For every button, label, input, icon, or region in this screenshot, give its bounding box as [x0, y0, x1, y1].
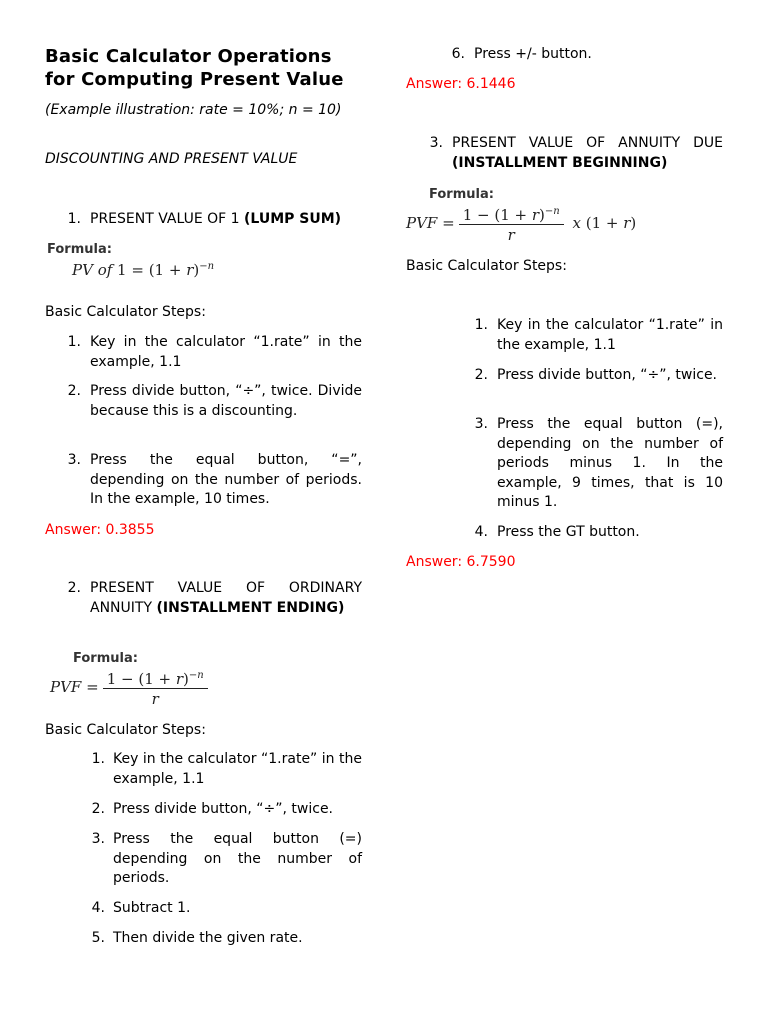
- steps-3-label: Basic Calculator Steps:: [406, 258, 567, 274]
- steps-2-item-6: [406, 45, 723, 65]
- step-number: 1.: [474, 317, 488, 333]
- answer-1: Answer: 0.3855: [45, 522, 155, 538]
- step-text: Press the GT button.: [497, 524, 640, 540]
- example-note: (Example illustration: rate = 10%; n = 10): [45, 102, 342, 118]
- steps-2-label: Basic Calculator Steps:: [45, 722, 206, 738]
- steps-2-item-2: [45, 800, 362, 820]
- steps-1-item-1: [45, 333, 362, 373]
- steps-3-item-3: [406, 415, 723, 515]
- step-number: 4.: [91, 900, 105, 916]
- section-3-title-bold: (INSTALLMENT BEGINNING): [452, 154, 668, 171]
- section-3-heading: [406, 134, 723, 174]
- answer-2: Answer: 6.1446: [406, 76, 516, 92]
- step-number: 5.: [91, 930, 105, 946]
- formula-2-label: Formula:: [73, 651, 138, 666]
- formula-3-expression: PVF = $\frac{1 - (1 + r)^{-n}}{r}$ x (1 + r): [406, 203, 636, 245]
- section-1-heading: [45, 210, 362, 230]
- steps-3-item-2: [406, 366, 723, 406]
- section-2-title-bold: (INSTALLMENT ENDING): [156, 599, 345, 616]
- steps-3-item-1: [406, 316, 723, 356]
- document-title: Basic Calculator Operations for Computing Present Value: [45, 46, 344, 90]
- section-2-heading: [45, 579, 362, 639]
- step-text: Press the equal button (=), depending on the number of periods minus 1. In the example, 9 times, that is 10 minus 1.: [497, 416, 723, 511]
- step-text: Key in the calculator “1.rate” in the example, 1.1: [113, 751, 362, 787]
- step-text: Press the equal button (=) depending on the number of periods.: [113, 831, 362, 887]
- steps-2-item-1: [45, 750, 362, 790]
- steps-1-item-2: [45, 382, 362, 442]
- section-3-title: PRESENT VALUE OF ANNUITY DUE: [452, 135, 723, 151]
- section-3-number: 3.: [429, 135, 443, 151]
- step-text: Then divide the given rate.: [113, 930, 303, 946]
- section-1-title: PRESENT VALUE OF 1: [90, 211, 240, 227]
- step-text: Press divide button, “÷”, twice. Divide because this is a discounting.: [90, 383, 362, 419]
- step-number: 2.: [474, 367, 488, 383]
- step-text: Press divide button, “÷”, twice.: [113, 801, 334, 817]
- step-number: 3.: [474, 416, 488, 432]
- section-2-title: PRESENT VALUE OF ORDINARY ANNUITY: [90, 580, 362, 616]
- answer-3: Answer: 6.7590: [406, 554, 516, 570]
- step-number: 4.: [474, 524, 488, 540]
- step-text: Press +/- button.: [474, 46, 592, 62]
- steps-1-label: Basic Calculator Steps:: [45, 304, 206, 320]
- steps-2-item-4: [45, 899, 362, 919]
- section-1-title-bold: (LUMP SUM): [244, 211, 342, 227]
- step-text: Key in the calculator “1.rate” in the example, 1.1: [90, 334, 362, 370]
- step-number: 6.: [451, 46, 465, 62]
- step-number: 3.: [67, 452, 81, 468]
- steps-3-item-4: [406, 523, 723, 543]
- steps-2-item-5: [45, 929, 362, 949]
- step-text: Subtract 1.: [113, 900, 191, 916]
- formula-1-image: [47, 242, 247, 284]
- step-text: Key in the calculator “1.rate” in the example, 1.1: [497, 317, 723, 353]
- formula-1-label: Formula:: [47, 242, 112, 257]
- formula-3-image: [406, 187, 636, 245]
- step-number: 1.: [91, 751, 105, 767]
- formula-1-expression: PV of $1 = (1 + r)^{-n}$: [72, 261, 215, 279]
- section-heading: DISCOUNTING AND PRESENT VALUE: [45, 151, 298, 167]
- formula-3-label: Formula:: [429, 187, 494, 202]
- step-number: 2.: [91, 801, 105, 817]
- formula-2-expression: PVF = $\frac{1 - (1 + r)^{-n}}{r}$: [50, 667, 212, 709]
- section-1-number: 1.: [67, 211, 81, 227]
- step-text: Press divide button, “÷”, twice.: [497, 367, 718, 383]
- step-number: 2.: [67, 383, 81, 399]
- step-number: 3.: [91, 831, 105, 847]
- steps-2-item-3: [45, 830, 362, 890]
- step-text: Press the equal button, “=”, depending on the number of periods. In the example, 10 times.: [90, 452, 362, 508]
- step-number: 1.: [67, 334, 81, 350]
- steps-1-item-3: [45, 451, 362, 511]
- formula-2-image: [50, 651, 250, 709]
- section-2-number: 2.: [67, 580, 81, 596]
